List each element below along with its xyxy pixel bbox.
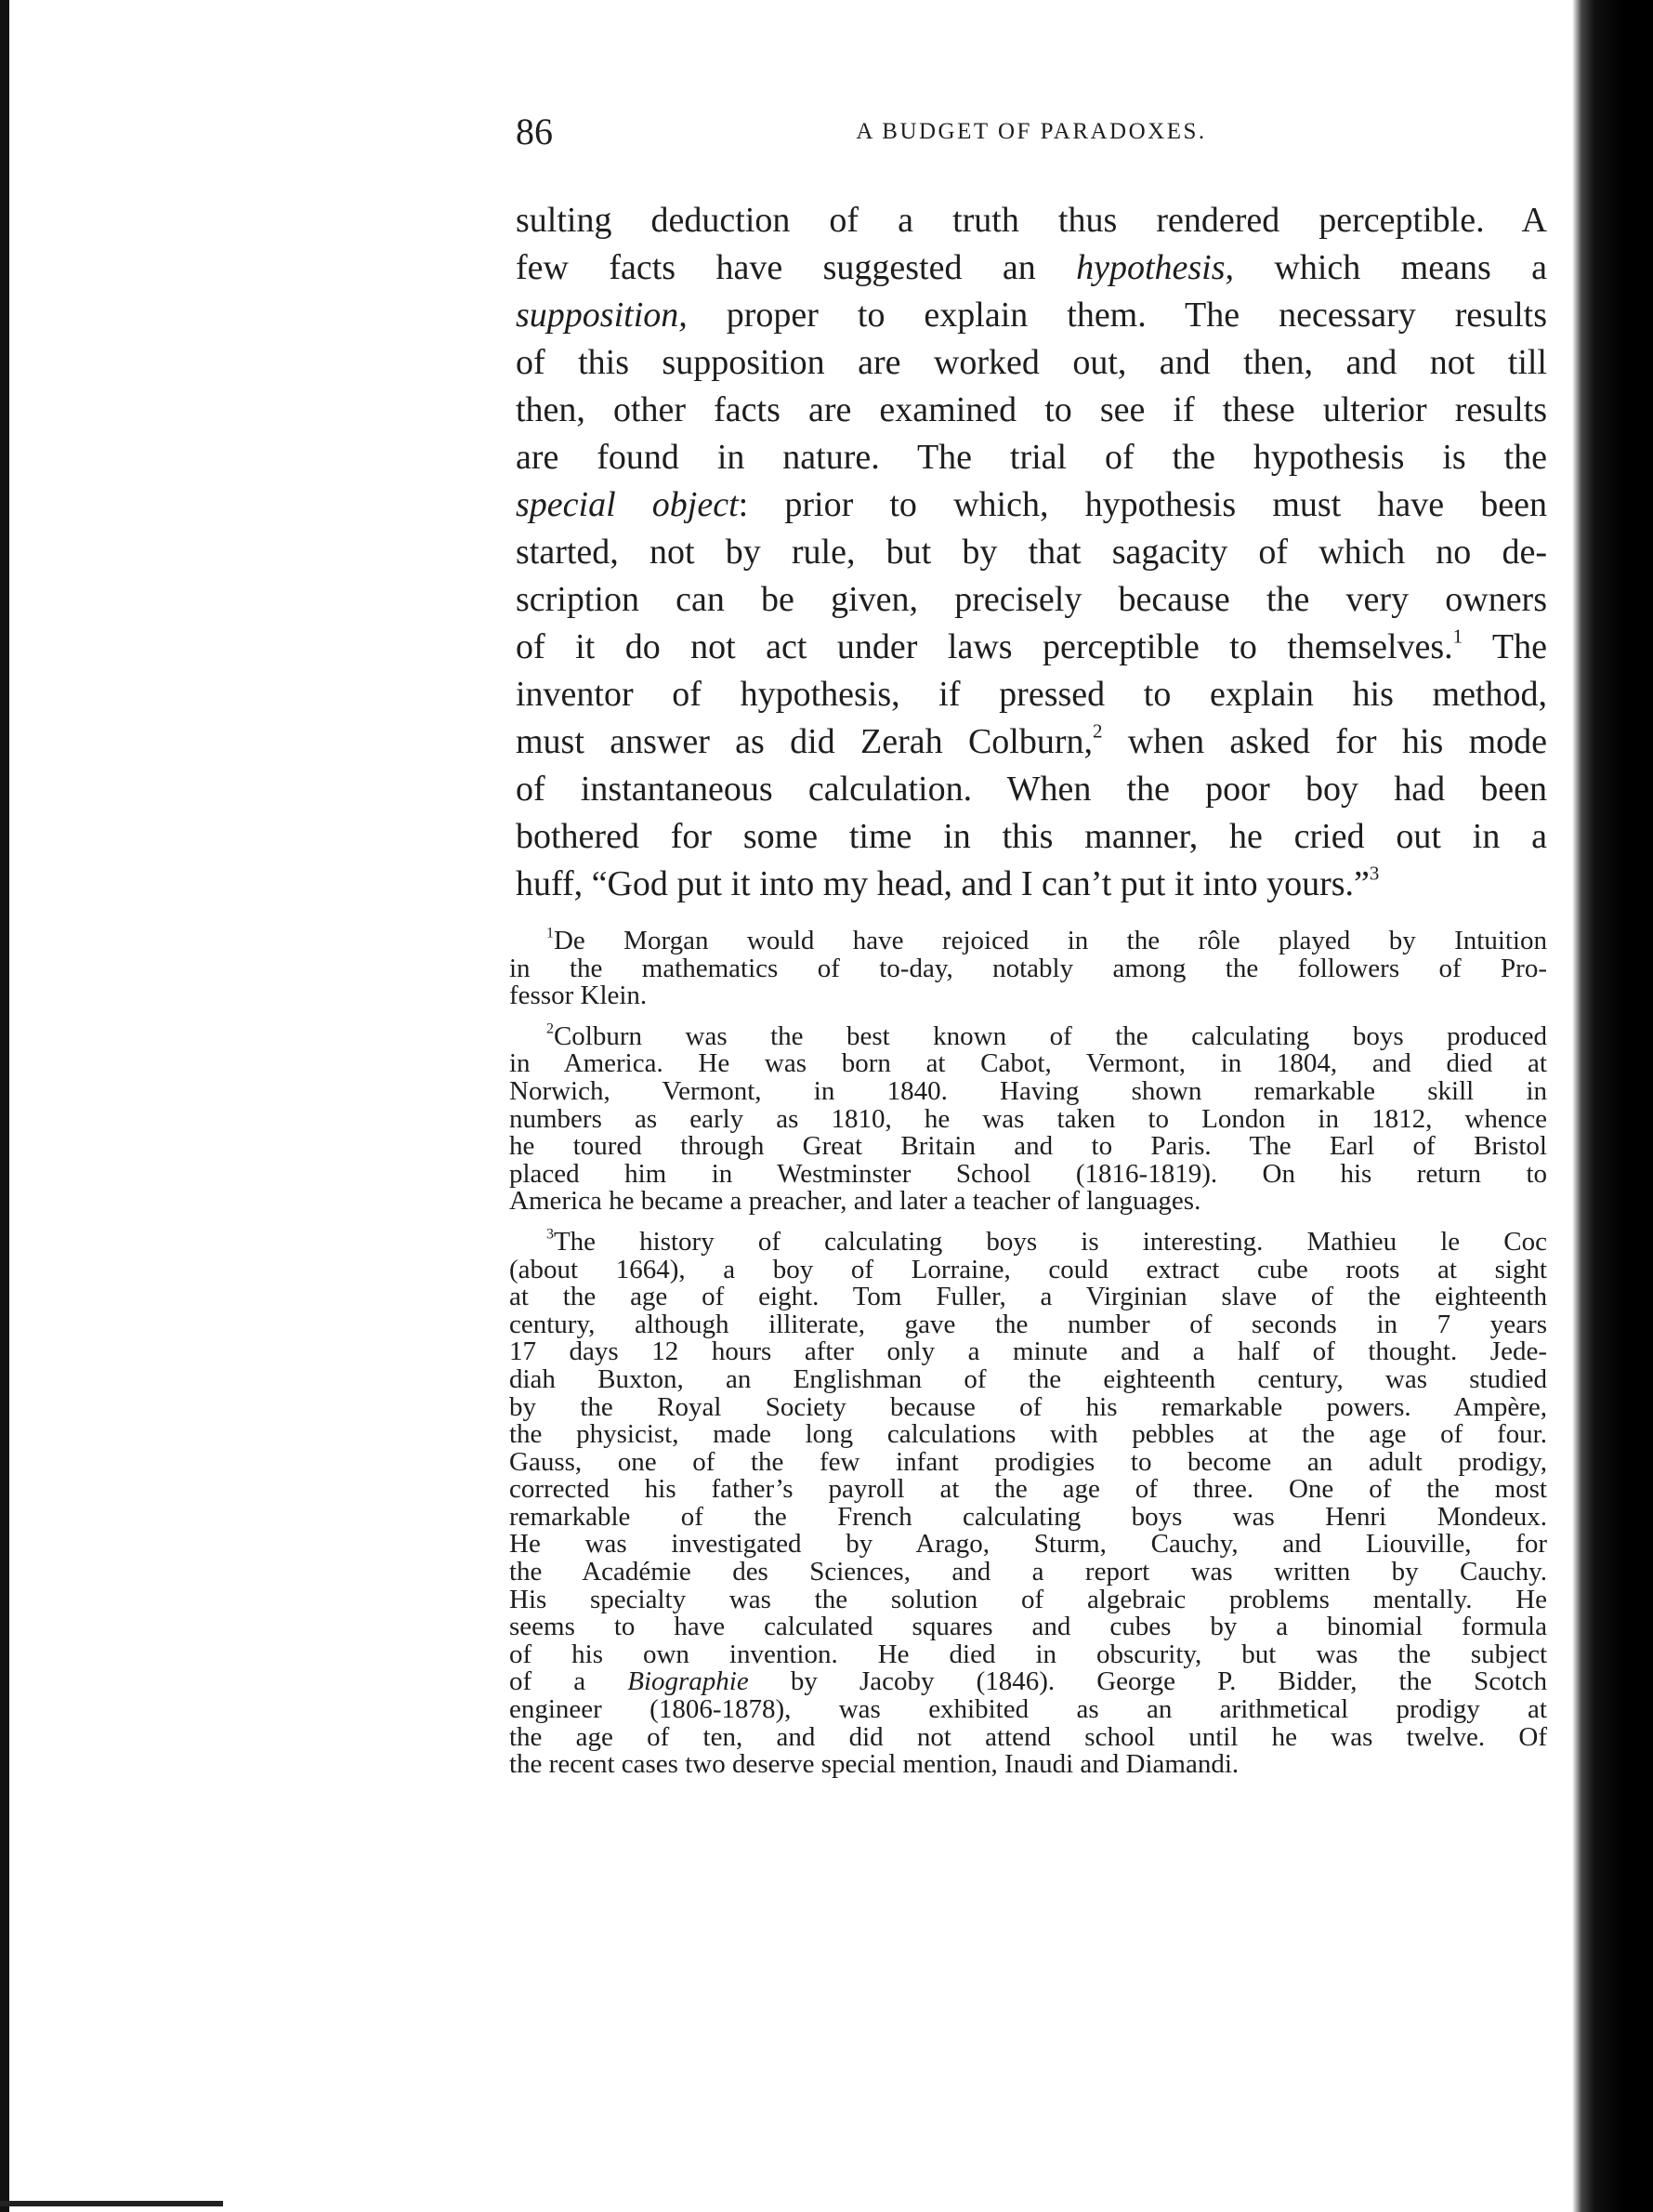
body-line: must answer as did Zerah Colburn,$^2$ when asked for his mode <box>516 719 1547 761</box>
body-line: scription can be given, precisely because the very owners <box>516 580 1547 619</box>
footnote-line: in America. He was born at Cabot, Vermont, in 1804, and died at <box>509 1048 1547 1079</box>
footnote-line: of his own invention. He died in obscurity, but was the subject <box>509 1639 1547 1669</box>
italic-term: special object <box>516 485 739 524</box>
footnote-marker: 1 <box>546 925 554 941</box>
body-line: then, other facts are examined to see if these ulterior results <box>516 390 1547 429</box>
footnote-line: $^2$Colburn was the best known of the calculating boys produced <box>546 1020 1547 1051</box>
footnote-line: America he became a preacher, and later a teacher of languages. <box>509 1186 1201 1217</box>
scan-bottom-edge <box>0 2201 223 2206</box>
footnote-reference: 3 <box>1369 862 1380 885</box>
scan-right-edge <box>1567 0 1653 2212</box>
footnote-line: the physicist, made long calculations with pebbles at the age of four. <box>509 1419 1547 1450</box>
footnote-reference: 1 <box>1452 625 1463 648</box>
footnote-line: numbers as early as 1810, he was taken to London in 1812, whence <box>509 1103 1547 1134</box>
footnote-line: Gauss, one of the few infant prodigies to become an adult prodigy, <box>509 1446 1547 1477</box>
footnote-line: fessor Klein. <box>509 981 648 1011</box>
footnote-1 <box>509 925 1547 1011</box>
footnote-line: he toured through Great Britain and to Paris. The Earl of Bristol <box>509 1131 1547 1162</box>
footnote-line: 17 days 12 hours after only a minute and a half of thought. Jede- <box>509 1336 1547 1367</box>
body-line: of this supposition are worked out, and then, and not till <box>516 343 1547 382</box>
footnote-line: at the age of eight. Tom Fuller, a Virginian slave of the eighteenth <box>509 1282 1547 1312</box>
footnote-line: placed him in Westminster School (1816-1819). On his return to <box>509 1158 1547 1189</box>
footnote-line: of a Biographie by Jacoby (1846). George P. Bidder, the Scotch <box>509 1666 1547 1697</box>
footnote-2 <box>509 1020 1547 1217</box>
body-lines <box>516 197 1547 908</box>
body-line: are found in nature. The trial of the hypothesis is the <box>516 438 1547 477</box>
footnote-line: $^1$De Morgan would have rejoiced in the rôle played by Intuition <box>546 925 1547 955</box>
footnote-line: engineer (1806-1878), was exhibited as an arithmetical prodigy at <box>509 1694 1547 1725</box>
footnote-line: by the Royal Society because of his remarkable powers. Ampère, <box>509 1391 1547 1422</box>
body-line: sulting deduction of a truth thus rendered perceptible. A <box>516 201 1547 240</box>
footnote-line: corrected his father’s payroll at the age of three. One of the most <box>509 1474 1547 1505</box>
footnote-line: the age of ten, and did not attend school until he was twelve. Of <box>509 1721 1547 1752</box>
italic-term: supposition, <box>516 296 688 335</box>
page-number: 86 <box>516 111 553 152</box>
body-line: inventor of hypothesis, if pressed to explain his method, <box>516 675 1547 714</box>
footnote-line: (about 1664), a boy of Lorraine, could extract cube roots at sight <box>509 1254 1547 1284</box>
footnote-line: remarkable of the French calculating boys was Henri Mondeux. <box>509 1501 1547 1532</box>
body-line: of instantaneous calculation. When the poor boy had been <box>516 770 1547 809</box>
footnote-line: the Académie des Sciences, and a report was written by Cauchy. <box>509 1557 1547 1587</box>
footnote-line: His specialty was the solution of algebraic problems mentally. He <box>509 1584 1547 1614</box>
footnotes <box>509 925 1547 1792</box>
body-line: started, not by rule, but by that sagacity of which no de- <box>516 533 1547 572</box>
body-paragraph <box>516 197 1547 908</box>
body-line: of it do not act under laws perceptible to themselves.$^1$ The <box>516 625 1547 666</box>
footnote-line: $^3$The history of calculating boys is interesting. Mathieu le Coc <box>546 1226 1547 1257</box>
running-title: A BUDGET OF PARADOXES. <box>856 119 1207 144</box>
body-line: special object: prior to which, hypothesis must have been <box>516 485 1547 524</box>
footnote-marker: 3 <box>546 1226 554 1243</box>
body-line: few facts have suggested an hypothesis, which means a <box>516 248 1547 287</box>
body-line: huff, “God put it into my head, and I can’t put it into yours.”$^3$ <box>516 862 1380 903</box>
footnote-marker: 2 <box>546 1020 554 1037</box>
page-header <box>516 110 1547 165</box>
footnote-line: seems to have calculated squares and cubes by a binomial formula <box>509 1612 1547 1642</box>
footnote-line: in the mathematics of to-day, notably among the followers of Pro- <box>509 953 1547 983</box>
footnote-line: He was investigated by Arago, Sturm, Cauchy, and Liouville, for <box>509 1529 1547 1560</box>
italic-term: hypothesis, <box>1076 248 1235 287</box>
footnote-line: the recent cases two deserve special mention, Inaudi and Diamandi. <box>509 1749 1240 1780</box>
footnote-line: Norwich, Vermont, in 1840. Having shown remarkable skill in <box>509 1075 1547 1106</box>
footnote-reference: 2 <box>1093 719 1103 743</box>
body-line: bothered for some time in this manner, he cried out in a <box>516 817 1547 856</box>
scan-left-edge <box>0 0 9 2212</box>
body-line: supposition, proper to explain them. The necessary results <box>516 296 1547 335</box>
footnote-line: diah Buxton, an Englishman of the eighteenth century, was studied <box>509 1363 1547 1394</box>
footnote-3 <box>509 1226 1547 1780</box>
footnote-line: century, although illiterate, gave the number of seconds in 7 years <box>509 1309 1547 1339</box>
italic-term: Biographie <box>627 1666 749 1697</box>
